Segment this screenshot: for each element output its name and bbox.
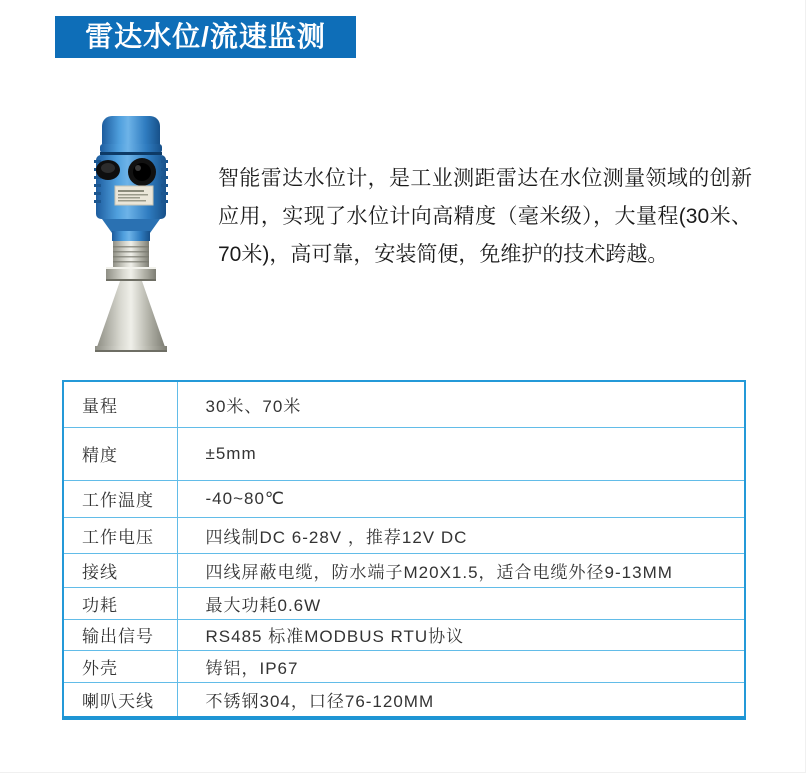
spec-label: 量程	[63, 381, 177, 427]
spec-value: -40~80℃	[177, 480, 745, 517]
spec-value: 不锈钢304，口径76-120MM	[177, 682, 745, 718]
spec-value: ±5mm	[177, 427, 745, 480]
spec-row	[63, 517, 745, 553]
spec-label: 输出信号	[63, 619, 177, 650]
spec-row	[63, 480, 745, 517]
product-image	[58, 100, 218, 360]
device-housing-lid	[100, 116, 162, 155]
spec-row	[63, 619, 745, 650]
product-description: 智能雷达水位计，是工业测距雷达在水位测量领域的创新应用，实现了水位计向高精度（毫米级），大量程(30米、70米)，高可靠，安装简便，免维护的技术跨越。	[218, 167, 752, 266]
spec-row	[63, 650, 745, 682]
spec-label: 工作电压	[63, 517, 177, 553]
spec-row	[63, 381, 745, 427]
page-title: 雷达水位/流速监测	[55, 16, 356, 58]
spec-row	[63, 682, 745, 718]
spec-value: 四线制DC 6-28V ，推荐12V DC	[177, 517, 745, 553]
spec-label: 精度	[63, 427, 177, 480]
spec-value: RS485 标准MODBUS RTU协议	[177, 619, 745, 650]
spec-value: 四线屏蔽电缆，防水端子M20X1.5，适合电缆外径9-13MM	[177, 553, 745, 587]
spec-row	[63, 587, 745, 619]
spec-row	[63, 427, 745, 480]
radar-sensor-illustration	[58, 100, 218, 360]
spec-value: 30米、70米	[177, 381, 745, 427]
device-horn-antenna	[95, 281, 167, 352]
spec-row	[63, 553, 745, 587]
spec-value: 最大功耗0.6W	[177, 587, 745, 619]
device-neck	[102, 219, 160, 241]
spec-label: 外壳	[63, 650, 177, 682]
spec-label: 喇叭天线	[63, 682, 177, 718]
spec-value: 铸铝，IP67	[177, 650, 745, 682]
spec-label: 接线	[63, 553, 177, 587]
spec-table	[62, 380, 746, 720]
device-process-connection	[106, 241, 156, 281]
spec-label: 功耗	[63, 587, 177, 619]
spec-label: 工作温度	[63, 480, 177, 517]
device-nameplate	[115, 186, 153, 205]
